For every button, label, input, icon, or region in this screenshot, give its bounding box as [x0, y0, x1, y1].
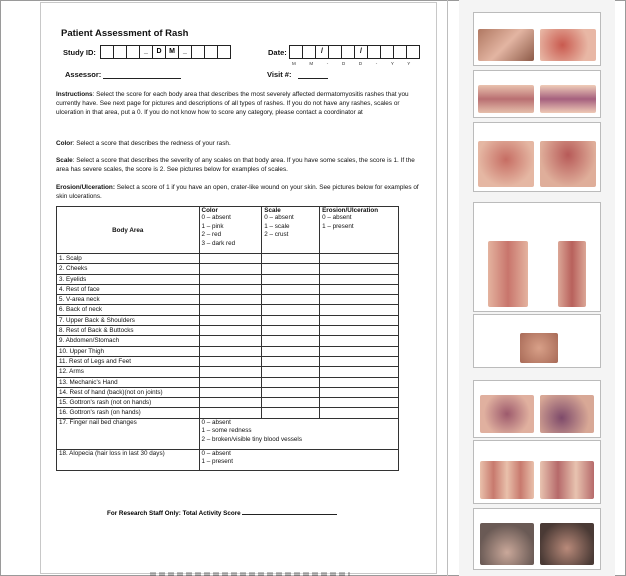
- body-area-cell: 2. Cheeks: [57, 264, 200, 274]
- erosion-column: [320, 207, 399, 254]
- v-neck-photo: [478, 141, 534, 187]
- erosion-score-cell[interactable]: [320, 315, 399, 325]
- color-score-cell[interactable]: [199, 398, 262, 408]
- erosion-option-1[interactable]: 1 – present: [322, 222, 354, 230]
- knee-photo: [540, 395, 594, 433]
- body-area-cell: 8. Rest of Back & Buttocks: [57, 326, 200, 336]
- form-page: [41, 3, 436, 573]
- date-box-5[interactable]: /: [354, 45, 368, 59]
- color-text: : Select a score that describes the redness of your rash.: [72, 140, 231, 147]
- scale-score-cell[interactable]: [262, 305, 320, 315]
- scale-score-cell[interactable]: [262, 284, 320, 294]
- row-17-options[interactable]: [199, 418, 398, 449]
- scale-header: Scale: [264, 207, 281, 214]
- mechanics-hand-photo: [520, 333, 558, 363]
- color-score-cell[interactable]: [199, 305, 262, 315]
- scale-score-cell[interactable]: [262, 274, 320, 284]
- erosion-score-cell[interactable]: [320, 408, 399, 418]
- erosion-score-cell[interactable]: [320, 254, 399, 264]
- erosion-score-cell[interactable]: [320, 367, 399, 377]
- total-score-field[interactable]: [242, 508, 337, 515]
- erosion-score-cell[interactable]: [320, 346, 399, 356]
- total-score-footer: [107, 508, 337, 517]
- color-score-cell[interactable]: [199, 326, 262, 336]
- date-label: Date:: [268, 48, 287, 57]
- row-18-label: 18. Alopecia (hair loss in last 30 days): [57, 449, 200, 470]
- panel-gottron-not-hands: [473, 380, 601, 438]
- table-row: [57, 356, 399, 366]
- color-score-cell[interactable]: [199, 264, 262, 274]
- body-area-cell: 13. Mechanic's Hand: [57, 377, 200, 387]
- color-score-cell[interactable]: [199, 377, 262, 387]
- gottron-hands-photo: [480, 461, 534, 499]
- date-box-3[interactable]: [328, 45, 342, 59]
- scale-score-cell[interactable]: [262, 295, 320, 305]
- body-area-cell: 6. Back of neck: [57, 305, 200, 315]
- date-box-8[interactable]: [393, 45, 407, 59]
- body-area-cell: 7. Upper Back & Shoulders: [57, 315, 200, 325]
- thigh-photo: [488, 241, 528, 307]
- table-row: [57, 315, 399, 325]
- study-id-label: Study ID:: [63, 48, 96, 57]
- scale-text: : Select a score that describes the severity of any scales on that body area. If you have some scales, the score is 1. If the area has severe scales, the score is 2. See pictures below for examples of scales.: [56, 157, 415, 174]
- erosion-score-cell[interactable]: [320, 377, 399, 387]
- study-id-box-2[interactable]: [126, 45, 140, 59]
- body-area-cell: 4. Rest of face: [57, 284, 200, 294]
- table-row: [57, 367, 399, 377]
- body-area-cell: 12. Arms: [57, 367, 200, 377]
- instructions-text: : Select the score for each body area that describes the most severely affected dermatomyositis rashes that you currently have. See next page for pictures and descriptions of all types of rashes. If you do not have any rashes, scales or ulceration in that area, put a 0. If you do not know how to score any category, please contact a coordinator at: [56, 91, 409, 117]
- color-score-cell[interactable]: [199, 274, 262, 284]
- table-row: [57, 326, 399, 336]
- color-option-0[interactable]: 0 – absent: [201, 214, 231, 221]
- erosion-option-0[interactable]: 0 – absent: [322, 214, 352, 221]
- date-box-1[interactable]: [302, 45, 316, 59]
- erosion-score-cell[interactable]: [320, 398, 399, 408]
- erosion-score-cell[interactable]: [320, 356, 399, 366]
- color-paragraph: [56, 139, 428, 148]
- eyelids-photo-2: [540, 85, 596, 113]
- study-id-box-7[interactable]: [191, 45, 205, 59]
- study-id-field[interactable]: [100, 45, 230, 59]
- study-id-box-1[interactable]: [113, 45, 127, 59]
- nailbed-option-0[interactable]: 0 – absent: [201, 418, 231, 426]
- scale-score-cell[interactable]: [262, 326, 320, 336]
- date-box-6[interactable]: [367, 45, 381, 59]
- table-row: [57, 387, 399, 397]
- color-score-cell[interactable]: [199, 336, 262, 346]
- erosion-paragraph: [56, 183, 428, 201]
- scale-score-cell[interactable]: [262, 315, 320, 325]
- color-option-2[interactable]: 2 – red: [201, 231, 222, 238]
- study-id-box-6[interactable]: _: [178, 45, 192, 59]
- panel-neck-back: [473, 122, 601, 192]
- body-area-cell: 15. Gottron's rash (not on hands): [57, 398, 200, 408]
- scale-label: Scale: [56, 157, 73, 164]
- page-title: Patient Assessment of Rash: [61, 28, 189, 39]
- scale-score-cell[interactable]: [262, 408, 320, 418]
- scale-score-cell[interactable]: [262, 356, 320, 366]
- table-row: [57, 398, 399, 408]
- alopecia-option-1[interactable]: 1 – present: [201, 458, 234, 466]
- scale-score-cell[interactable]: [262, 367, 320, 377]
- study-id-box-5[interactable]: M: [165, 45, 179, 59]
- row-18-options[interactable]: [199, 449, 398, 470]
- color-score-cell[interactable]: [199, 254, 262, 264]
- elbow-photo: [480, 395, 534, 433]
- table-row: [57, 408, 399, 418]
- body-area-cell: 16. Gottron's rash (on hands): [57, 408, 200, 418]
- table-row: [57, 346, 399, 356]
- alopecia-option-0[interactable]: 0 – absent: [201, 449, 231, 457]
- visit-label: Visit #:: [267, 70, 292, 79]
- erosion-score-cell[interactable]: [320, 284, 399, 294]
- panel-scalp-cheeks: [473, 12, 601, 66]
- panel-mechanics-hand: [473, 314, 601, 368]
- erosion-header: Erosion/Ulceration: [322, 207, 379, 214]
- erosion-label: Erosion/Ulceration:: [56, 184, 115, 191]
- study-id-box-4[interactable]: D: [152, 45, 166, 59]
- scale-score-cell[interactable]: [262, 336, 320, 346]
- date-box-4[interactable]: [341, 45, 355, 59]
- color-score-cell[interactable]: [199, 408, 262, 418]
- assessor-label: Assessor:: [65, 70, 102, 79]
- color-score-cell[interactable]: [199, 387, 262, 397]
- erosion-score-cell[interactable]: [320, 336, 399, 346]
- body-area-cell: 14. Rest of hand (back)(not on joints): [57, 387, 200, 397]
- next-page-edge: [150, 572, 350, 576]
- table-row: [57, 295, 399, 305]
- table-row: [57, 264, 399, 274]
- date-field[interactable]: [289, 45, 419, 59]
- scale-score-cell[interactable]: [262, 387, 320, 397]
- erosion-score-cell[interactable]: [320, 387, 399, 397]
- arm-photo: [558, 241, 586, 307]
- study-id-box-3[interactable]: _: [139, 45, 153, 59]
- table-row: [57, 377, 399, 387]
- color-score-cell[interactable]: [199, 284, 262, 294]
- panel-legs-thigh: [473, 202, 601, 312]
- assessor-field[interactable]: [103, 70, 181, 79]
- page-divider: [447, 0, 448, 576]
- color-score-cell[interactable]: [199, 346, 262, 356]
- nailbed-photo: [540, 461, 594, 499]
- body-area-cell: 1. Scalp: [57, 254, 200, 264]
- eyelids-photo-1: [478, 85, 534, 113]
- date-box-0[interactable]: [289, 45, 303, 59]
- scale-score-cell[interactable]: [262, 377, 320, 387]
- body-area-cell: 5. V-area neck: [57, 295, 200, 305]
- date-box-7[interactable]: [380, 45, 394, 59]
- table-row: [57, 254, 399, 264]
- date-box-2[interactable]: /: [315, 45, 329, 59]
- erosion-score-cell[interactable]: [320, 326, 399, 336]
- scalp-photo: [478, 29, 534, 61]
- color-label: Color: [56, 140, 73, 147]
- erosion-text: Select a score of 1 if you have an open, crater-like wound on your skin. See pictures below for examples of skin ulcerations.: [56, 184, 419, 201]
- body-area-cell: 11. Rest of Legs and Feet: [57, 356, 200, 366]
- table-row: [57, 274, 399, 284]
- body-area-cell: 9. Abdomen/Stomach: [57, 336, 200, 346]
- scale-paragraph: [56, 156, 428, 174]
- scalp-alopecia-photo: [540, 523, 594, 565]
- footer-text: For Research Staff Only: Total Activity Score: [107, 510, 241, 517]
- color-score-cell[interactable]: [199, 315, 262, 325]
- study-id-box-9[interactable]: [217, 45, 231, 59]
- color-score-cell[interactable]: [199, 367, 262, 377]
- erosion-score-cell[interactable]: [320, 264, 399, 274]
- scale-score-cell[interactable]: [262, 346, 320, 356]
- erosion-score-cell[interactable]: [320, 305, 399, 315]
- color-score-cell[interactable]: [199, 356, 262, 366]
- color-score-cell[interactable]: [199, 295, 262, 305]
- nailbed-option-1[interactable]: 1 – some redness: [201, 427, 252, 435]
- table-row-17: [57, 418, 399, 449]
- study-id-box-8[interactable]: [204, 45, 218, 59]
- visit-field[interactable]: [298, 70, 328, 79]
- table-header-row: [57, 207, 399, 254]
- color-header: Color: [201, 207, 218, 214]
- scale-score-cell[interactable]: [262, 264, 320, 274]
- color-column: [199, 207, 262, 254]
- table-row: [57, 336, 399, 346]
- body-area-header: Body Area: [57, 207, 200, 254]
- scale-option-1[interactable]: 1 – scale: [264, 222, 290, 230]
- rash-score-table: [56, 206, 399, 471]
- date-box-9[interactable]: [406, 45, 420, 59]
- body-area-cell: 3. Eyelids: [57, 274, 200, 284]
- table-row-18: [57, 449, 399, 470]
- study-id-box-0[interactable]: [100, 45, 114, 59]
- panel-eyelids: [473, 70, 601, 118]
- erosion-score-cell[interactable]: [320, 274, 399, 284]
- alopecia-photo: [480, 523, 534, 565]
- cheeks-photo: [540, 29, 596, 61]
- scale-column: [262, 207, 320, 254]
- table-row: [57, 284, 399, 294]
- scale-score-cell[interactable]: [262, 398, 320, 408]
- date-format-hint: M M - D D - Y Y: [292, 61, 417, 66]
- instructions-paragraph: [56, 90, 428, 118]
- panel-gottron-hands: [473, 440, 601, 504]
- scale-score-cell[interactable]: [262, 254, 320, 264]
- body-area-cell: 10. Upper Thigh: [57, 346, 200, 356]
- panel-alopecia: [473, 508, 601, 570]
- table-row: [57, 305, 399, 315]
- color-option-1[interactable]: 1 – pink: [201, 222, 224, 230]
- scale-option-0[interactable]: 0 – absent: [264, 214, 294, 221]
- scale-option-2[interactable]: 2 – crust: [264, 231, 289, 238]
- row-17-label: 17. Finger nail bed changes: [57, 418, 200, 449]
- instructions-label: Instructions: [56, 91, 93, 98]
- upper-back-photo: [540, 141, 596, 187]
- rash-pictures-page: [459, 0, 615, 576]
- color-option-3[interactable]: 3 – dark red: [201, 239, 236, 247]
- nailbed-option-2[interactable]: 2 – broken/visible tiny blood vessels: [201, 435, 302, 443]
- erosion-score-cell[interactable]: [320, 295, 399, 305]
